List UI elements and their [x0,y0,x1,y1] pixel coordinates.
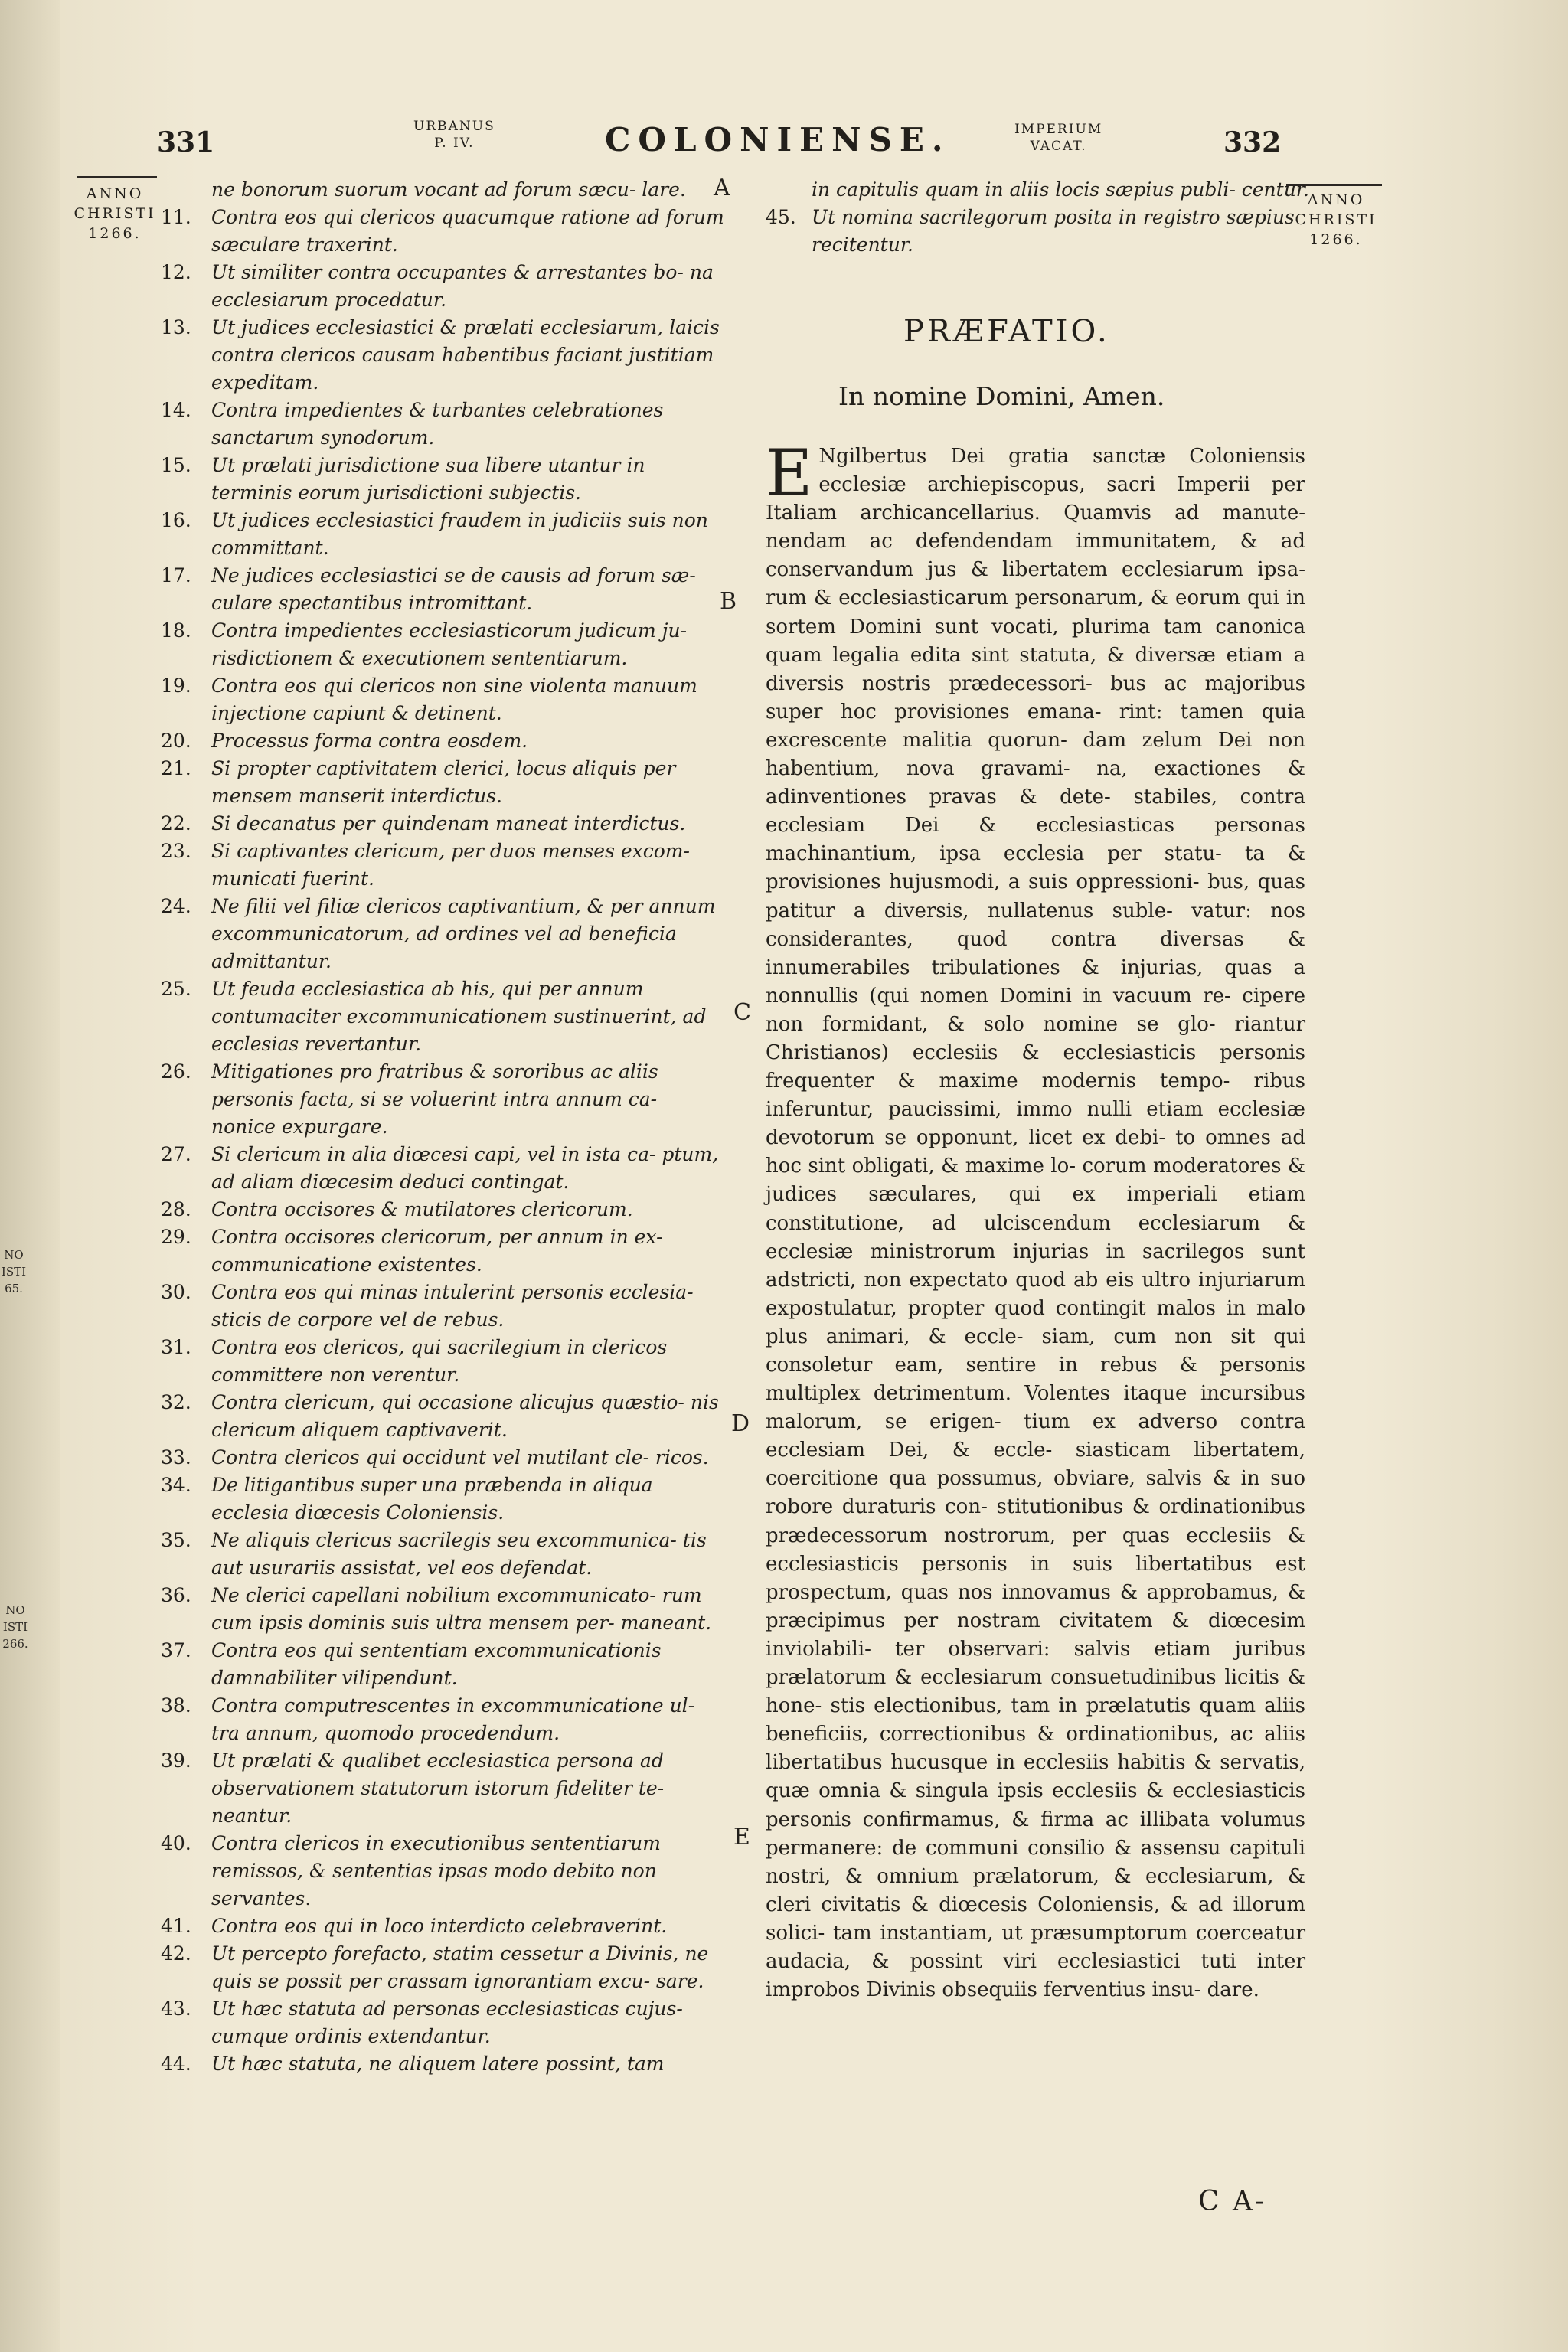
imperium-label: IMPERIUM [1014,122,1103,137]
chapter-number: 35. [161,1529,191,1551]
chapter-text: Ut judices ecclesiastici & prælati ecclesiarum, laicis contra clericos causam habentibus faciant justitiam expeditam. [211,316,720,394]
chapter-item [161,1279,727,1334]
previous-page-edge [0,0,60,2352]
chapter-item [161,1334,727,1389]
chapter-text: Contra impedientes ecclesiasticorum judicum ju- risdictionem & executionem sententiarum. [211,619,687,669]
chapter-number: 38. [161,1694,191,1717]
chapter-item [161,1472,727,1527]
chapter-text: Contra clericos in executionibus sententiarum remissos, & sententias ipsas modo debito non servantes. [211,1832,661,1909]
section-letter-a: A [714,175,730,201]
chapter-text: Contra clericos qui occidunt vel mutilant cle- ricos. [211,1446,709,1468]
section-letter-c: C [733,999,751,1026]
chapter-text: in capitulis quam in aliis locis sæpius publi- centur. [812,178,1309,201]
chapter-item [766,176,1317,204]
chapter-number: 26. [161,1060,191,1083]
section-letter-e: E [733,1824,750,1851]
chapter-text: Si clericum in alia diœcesi capi, vel in ista ca- ptum, ad aliam diœcesim deduci contingat. [211,1143,719,1193]
preface-text: Ngilbertus Dei gratia sanctæ Coloniensis ecclesiæ archiepiscopus, sacri Imperii per Italiam archicancellarius. Quamvis ad manute- nendam ac defendendam immunitatem, & ad conservandum jus & libertatem ecclesiarum ipsa- rum & ecclesiasticarum personarum, & eorum qui in sortem Domini sunt vocati, plurima tam canonica quam legalia edita sint statuta, & diversæ etiam a diversis nostris prædecessori- bus ac majoribus super hoc provisiones emana- rint: tamen quia excrescente malitia quorun- dam zelum Dei non habentium, nova gravami- na, exactiones & adinventiones pravas & dete- stabiles, contra ecclesiam Dei & ecclesiasticas personas machinantium, ipsa ecclesia per statu- ta & provisiones hujusmodi, a suis oppressioni- bus, quas patitur a diversis, nullatenus suble- vatur: nos considerantes, quod contra diversas & innumerabiles tribulationes & injurias, quas a nonnullis (qui nomen Domini in vacuum re- cipere non formidant, & solo nomine se glo- riantur Christianos) ecclesiis & ecclesiasticis personis frequenter & maxime modernis tempo- ribus inferuntur, paucissimi, immo nulli etiam ecclesiæ devotorum se opponunt, licet ex debi- to omnes ad hoc sint obligati, & maxime lo- corum moderatores & judices sæculares, qui ex imperiali etiam constitutione, ad ulciscendum ecclesiarum & ecclesiæ ministrorum injurias in sacrilegos sunt adstricti, non expectato quod ab eis ultro injuriarum expostulatur, propter quod contingit malos in malo plus animari, & eccle- siam, cum non sit qui consoletur eam, sentire in rebus & personis multiplex detrimentum. Volentes itaque incursibus malorum, se erigen- tium ex adverso contra ecclesiam Dei, & eccle- siasticam libertatem, coercitione qua possumus, obviare, salvis & in suo robore duraturis con- stitutionibus & ordinationibus prædecessorum nostrorum, per quas ecclesiis & ecclesiasticis personis in suis libertatibus est prospectum, quas nos innovamus & approbamus, & præcipimus per nostram civitatem & diœcesim inviolabili- ter observari: salvis etiam juribus prælatorum & ecclesiarum consuetudinibus licitis & hone- stis electionibus, tam in prælatutis quam aliis beneficiis, correctionibus & ordinationibus, ac aliis libertatibus hucusque in ecclesiis habitis & servatis, quæ omnia & singula ipsis ecclesiis & ecclesiasticis personis confirmamus, & firma ac illibata volumus permanere: de communi consilio & assensu capituli nostri, & omnium prælatorum, & ecclesiarum, & cleri civitatis & diœcesis Coloniensis, & ad illorum solici- tam instantiam, ut præsumptorum coerceatur audacia, & possint viri ecclesiastici tuti inter improbos Divinis obsequiis ferventius insu- dare. [766,445,1305,2002]
chapter-list-left [161,176,727,2078]
chapter-text: Contra impedientes & turbantes celebrationes sanctarum synodorum. [211,399,664,449]
chapter-text: Contra eos qui clericos quacumque ratione ad forum sæculare traxerint. [211,206,724,256]
anno-label: ANNO [86,185,144,202]
anno-christi-left [73,184,157,243]
chapter-text: Ut feuda ecclesiastica ab his, qui per annum contumaciter excommunicationem sustinuerint, ad ecclesias revertantur. [211,978,707,1055]
chapter-item [161,893,727,975]
chapter-item [161,1747,727,1830]
chapter-text: Contra eos qui sententiam excommunicationis damnabiliter vilipendunt. [211,1639,662,1689]
anno-label: ANNO [1307,191,1365,208]
chapter-item [161,1196,727,1223]
chapter-text: De litigantibus super una præbenda in aliqua ecclesia diœcesis Coloniensis. [211,1474,653,1524]
margin-note-line: 65. [5,1282,23,1295]
chapter-item [161,1995,727,2050]
chapter-item [161,1692,727,1747]
chapter-text: Ut nomina sacrilegorum posita in registro sæpius recitentur. [812,206,1295,256]
chapter-item [161,507,727,562]
chapter-number: 42. [161,1942,191,1965]
chapter-number: 20. [161,730,191,752]
chapter-number: 22. [161,812,191,835]
chapter-number: 34. [161,1474,191,1496]
page-number-left: 331 [157,126,215,158]
anno-rule-left [77,176,157,178]
chapter-item [161,1444,727,1472]
chapter-number: 25. [161,978,191,1000]
margin-note-line: NO [5,1603,25,1617]
chapter-item [161,755,727,810]
chapter-item [161,1830,727,1913]
chapter-text: Ne aliquis clericus sacrilegis seu excommunica- tis aut usurariis assistat, vel eos defendat. [211,1529,707,1579]
year-label: 1266. [1309,231,1363,248]
chapter-item [161,1141,727,1196]
chapter-text: Contra computrescentes in excommunicatione ul- tra annum, quomodo procedendum. [211,1694,695,1744]
section-letter-b: B [720,588,737,615]
chapter-item [161,562,727,617]
chapter-number: 19. [161,675,191,697]
chapter-item [161,617,727,672]
chapter-item [161,1389,727,1444]
chapter-text: Ut judices ecclesiastici fraudem in judiciis suis non committant. [211,509,708,559]
margin-note-line: ISTI [1,1265,27,1279]
margin-note-anno-1 [0,1246,28,1297]
chapter-number: 13. [161,316,191,338]
chapter-item [161,314,727,397]
chapter-text: Ne clerici capellani nobilium excommunicato- rum cum ipsis dominis suis ultra mensem per- maneant. [211,1584,712,1634]
chapter-number: 11. [161,206,191,228]
chapter-text: Ut hæc statuta ad personas ecclesiasticas cujus- cumque ordinis extendantur. [211,1998,683,2047]
chapter-number: 23. [161,840,191,862]
chapter-number: 29. [161,1226,191,1248]
chapter-number: 27. [161,1143,191,1165]
imperium-status: VACAT. [1030,139,1087,154]
chapter-number: 12. [161,261,191,283]
year-label: 1266. [88,225,142,242]
chapter-list-right [766,176,1317,259]
chapter-text: Contra occisores & mutilatores clericorum. [211,1198,633,1220]
chapter-text: Si decanatus per quindenam maneat interdictus. [211,812,686,835]
running-head-imperium [1014,121,1102,155]
pope-name: URBANUS [413,119,495,134]
chapter-item [161,2050,727,2078]
pope-number: P. IV. [434,136,475,151]
chapter-text: Ne judices ecclesiastici se de causis ad forum sæ- culare spectantibus intromittant. [211,564,696,614]
christi-label: CHRISTI [74,205,156,222]
chapter-item [161,838,727,893]
preface-title: PRÆFATIO. [903,314,1110,349]
chapter-number: 15. [161,454,191,476]
running-head-title: COLONIENSE. [605,121,951,158]
chapter-number: 16. [161,509,191,531]
chapter-text: Contra clericum, qui occasione alicujus quæstio- nis clericum aliquem captivaverit. [211,1391,719,1441]
chapter-number: 43. [161,1998,191,2020]
section-letter-d: D [731,1410,750,1437]
preface-body [766,436,1305,2004]
chapter-number: 28. [161,1198,191,1220]
chapter-item [766,204,1317,259]
chapter-number: 31. [161,1336,191,1358]
margin-note-line: NO [4,1248,24,1262]
chapter-item [161,1582,727,1637]
chapter-text: Ut hæc statuta, ne aliquem latere possint, tam [211,2053,665,2075]
chapter-number: 40. [161,1832,191,1854]
chapter-item [161,1913,727,1940]
chapter-text: Contra eos qui minas intulerint personis ecclesia- sticis de corpore vel de rebus. [211,1281,694,1331]
chapter-text: ne bonorum suorum vocant ad forum sæcu- lare. [211,178,686,201]
chapter-number: 45. [766,206,796,228]
chapter-text: Si propter captivitatem clerici, locus aliquis per mensem manserit interdictus. [211,757,676,807]
chapter-item [161,1637,727,1692]
chapter-text: Si captivantes clericum, per duos menses excom- municati fuerint. [211,840,690,890]
chapter-text: Contra eos clericos, qui sacrilegium in clericos committere non verentur. [211,1336,668,1386]
chapter-item [161,397,727,452]
running-head-pope [413,118,495,152]
chapter-item [161,810,727,838]
chapter-number: 36. [161,1584,191,1606]
margin-note-anno-2 [0,1602,31,1652]
chapter-text: Mitigationes pro fratribus & sororibus ac aliis personis facta, si se voluerint intra annum ca- nonice expurgare. [211,1060,658,1138]
catchword: C A- [1198,2186,1267,2217]
chapter-text: Ut similiter contra occupantes & arrestantes bo- na ecclesiarum procedatur. [211,261,714,311]
christi-label: CHRISTI [1295,211,1377,228]
chapter-number: 24. [161,895,191,917]
chapter-text: Ut prælati jurisdictione sua libere utantur in terminis eorum jurisdictioni subjectis. [211,454,645,504]
chapter-text: Contra occisores clericorum, per annum in ex- communicatione existentes. [211,1226,663,1276]
chapter-item [161,176,727,204]
chapter-item [161,1223,727,1279]
chapter-number: 39. [161,1749,191,1772]
chapter-item [161,727,727,755]
chapter-number: 33. [161,1446,191,1468]
chapter-item [161,975,727,1058]
chapter-number: 17. [161,564,191,586]
chapter-number: 18. [161,619,191,642]
chapter-item [161,1058,727,1141]
chapter-item [161,259,727,314]
chapter-number: 32. [161,1391,191,1413]
chapter-item [161,672,727,727]
chapter-item [161,204,727,259]
chapter-text: Ut prælati & qualibet ecclesiastica persona ad observationem statutorum istorum fideliter te- neantur. [211,1749,665,1827]
chapter-number: 44. [161,2053,191,2075]
drop-cap: E [766,436,813,511]
chapter-number: 21. [161,757,191,779]
page-number-right: 332 [1223,126,1282,158]
chapter-number: 30. [161,1281,191,1303]
chapter-item [161,452,727,507]
chapter-number: 37. [161,1639,191,1661]
chapter-text: Contra eos qui in loco interdicto celebraverint. [211,1915,668,1937]
chapter-item [161,1527,727,1582]
chapter-text: Contra eos qui clericos non sine violenta manuum injectione capiunt & detinent. [211,675,697,724]
chapter-number: 41. [161,1915,191,1937]
preface-subtitle: In nomine Domini, Amen. [838,381,1165,411]
chapter-text: Ne filii vel filiæ clericos captivantium, & per annum excommunicatorum, ad ordines vel ad beneficia admittantur. [211,895,716,972]
chapter-item [161,1940,727,1995]
margin-note-line: ISTI [2,1620,28,1634]
chapter-text: Processus forma contra eosdem. [211,730,528,752]
chapter-number: 14. [161,399,191,421]
chapter-text: Ut percepto forefacto, statim cessetur a Divinis, ne quis se possit per crassam ignorantiam excu- sare. [211,1942,709,1992]
margin-note-line: 266. [2,1637,28,1651]
